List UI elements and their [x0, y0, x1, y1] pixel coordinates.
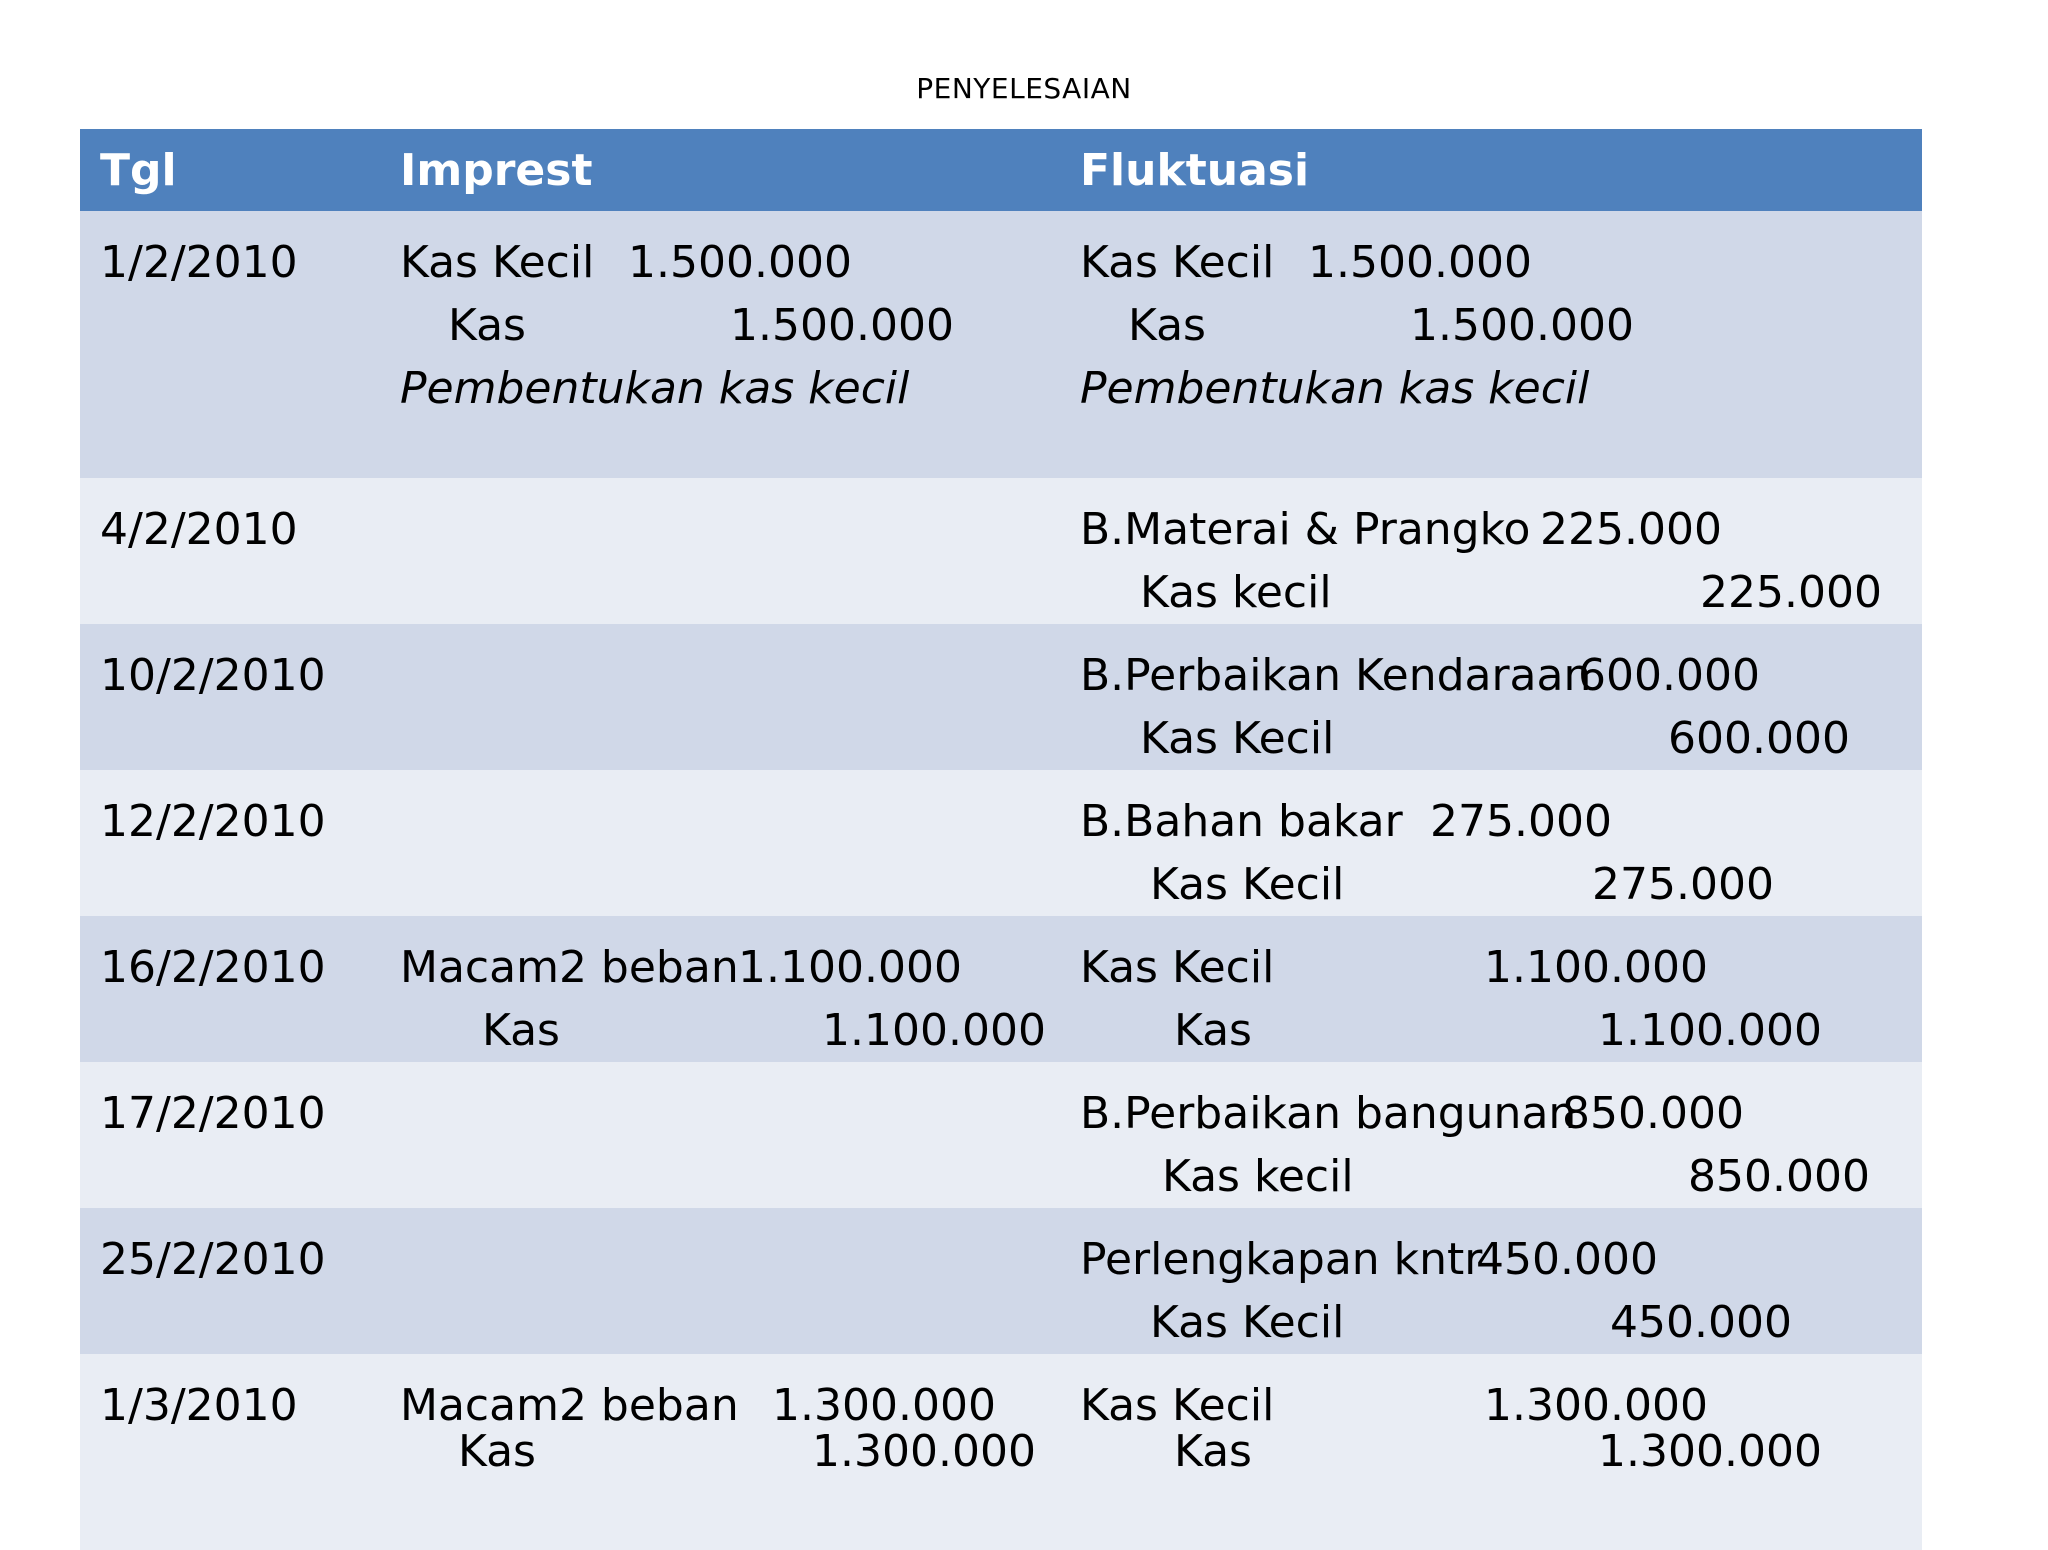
- imprest-entry: [380, 478, 1060, 624]
- credit-amount: 1.500.000: [730, 300, 954, 351]
- journal-table: [80, 129, 1922, 1550]
- debit-line: [400, 936, 1060, 999]
- fluktuasi-entry: [1060, 1062, 1922, 1208]
- date-cell: 16/2/2010: [80, 916, 380, 1062]
- credit-line: [1080, 999, 1922, 1062]
- credit-amount: 600.000: [1668, 713, 1850, 764]
- credit-account: Kas kecil: [1162, 1151, 1354, 1202]
- memo-text: Pembentukan kas kecil: [400, 363, 910, 414]
- column-header-date: Tgl: [80, 129, 380, 211]
- fluktuasi-entry: [1060, 1354, 1922, 1550]
- credit-line: [1080, 1420, 1922, 1483]
- credit-account: Kas: [448, 300, 526, 351]
- credit-account: Kas: [1174, 1005, 1252, 1056]
- credit-account: Kas Kecil: [1150, 859, 1345, 910]
- debit-line: [400, 231, 1060, 294]
- credit-amount: 1.100.000: [1598, 1005, 1822, 1056]
- debit-line: [1080, 1228, 1922, 1291]
- credit-line: [1080, 1291, 1922, 1354]
- credit-account: Kas Kecil: [1140, 713, 1335, 764]
- debit-amount: 850.000: [1562, 1088, 1744, 1139]
- date-cell: 1/3/2010: [80, 1354, 380, 1550]
- imprest-entry: [380, 1208, 1060, 1354]
- credit-amount: 1.500.000: [1410, 300, 1634, 351]
- imprest-entry: [380, 770, 1060, 916]
- date-cell: 10/2/2010: [80, 624, 380, 770]
- fluktuasi-entry: [1060, 478, 1922, 624]
- memo-line: [400, 357, 1060, 420]
- fluktuasi-entry: [1060, 1208, 1922, 1354]
- memo-text: Pembentukan kas kecil: [1080, 363, 1590, 414]
- table-row: [80, 1208, 1922, 1354]
- table-row: [80, 478, 1922, 624]
- memo-line: [1080, 357, 1922, 420]
- debit-account: Kas Kecil: [1080, 1380, 1275, 1431]
- debit-line: [1080, 231, 1922, 294]
- credit-account: Kas: [1174, 1426, 1252, 1477]
- credit-amount: 1.300.000: [1598, 1426, 1822, 1477]
- debit-amount: 600.000: [1578, 650, 1760, 701]
- debit-amount: 1.300.000: [1484, 1380, 1708, 1431]
- imprest-entry: [380, 916, 1060, 1062]
- date-cell: 12/2/2010: [80, 770, 380, 916]
- credit-account: Kas kecil: [1140, 567, 1332, 618]
- imprest-entry: [380, 624, 1060, 770]
- date-cell: 1/2/2010: [80, 211, 380, 478]
- debit-line: [400, 1374, 1060, 1431]
- debit-amount: 1.100.000: [1484, 942, 1708, 993]
- credit-amount: 1.100.000: [822, 1005, 1046, 1056]
- debit-account: Macam2 beban: [400, 942, 739, 993]
- fluktuasi-entry: [1060, 916, 1922, 1062]
- debit-account: B.Materai & Prangko: [1080, 504, 1531, 555]
- table-row: [80, 916, 1922, 1062]
- credit-line: [1080, 707, 1922, 770]
- debit-account: B.Perbaikan Kendaraan: [1080, 650, 1592, 701]
- page-title: PENYELESAIAN: [916, 72, 1132, 105]
- date-cell: 17/2/2010: [80, 1062, 380, 1208]
- debit-amount: 275.000: [1430, 796, 1612, 847]
- debit-amount: 1.300.000: [772, 1380, 996, 1431]
- debit-amount: 225.000: [1540, 504, 1722, 555]
- imprest-entry: [380, 1354, 1060, 1550]
- debit-amount: 450.000: [1476, 1234, 1658, 1285]
- debit-account: B.Bahan bakar: [1080, 796, 1403, 847]
- column-header-imprest: Imprest: [380, 129, 1060, 211]
- table-row: [80, 211, 1922, 478]
- table-row: [80, 1354, 1922, 1550]
- fluktuasi-entry: [1060, 770, 1922, 916]
- credit-line: [1080, 853, 1922, 916]
- debit-account: Kas Kecil: [400, 237, 595, 288]
- debit-amount: 1.500.000: [1308, 237, 1532, 288]
- column-header-fluktuasi: Fluktuasi: [1060, 129, 1922, 211]
- debit-account: Kas Kecil: [1080, 942, 1275, 993]
- table-row: [80, 624, 1922, 770]
- debit-line: [1080, 1082, 1922, 1145]
- debit-line: [1080, 644, 1922, 707]
- fluktuasi-entry: [1060, 624, 1922, 770]
- debit-line: [1080, 936, 1922, 999]
- credit-line: [400, 294, 1060, 357]
- credit-amount: 225.000: [1700, 567, 1882, 618]
- date-cell: 4/2/2010: [80, 478, 380, 624]
- debit-account: B.Perbaikan bangunan: [1080, 1088, 1577, 1139]
- credit-line: [1080, 1145, 1922, 1208]
- credit-line: [400, 999, 1060, 1062]
- credit-line: [1080, 561, 1922, 624]
- date-cell: 25/2/2010: [80, 1208, 380, 1354]
- imprest-entry: [380, 211, 1060, 478]
- credit-line: [1080, 294, 1922, 357]
- credit-amount: 850.000: [1688, 1151, 1870, 1202]
- credit-account: Kas: [1128, 300, 1206, 351]
- credit-amount: 450.000: [1610, 1297, 1792, 1348]
- credit-line: [400, 1420, 1060, 1483]
- credit-amount: 275.000: [1592, 859, 1774, 910]
- credit-account: Kas: [458, 1426, 536, 1477]
- credit-account: Kas: [482, 1005, 560, 1056]
- debit-account: Macam2 beban: [400, 1380, 739, 1431]
- credit-account: Kas Kecil: [1150, 1297, 1345, 1348]
- table-row: [80, 770, 1922, 916]
- table-header-row: [80, 129, 1922, 211]
- debit-line: [1080, 790, 1922, 853]
- debit-amount: 1.500.000: [628, 237, 852, 288]
- fluktuasi-entry: [1060, 211, 1922, 478]
- debit-amount: 1.100.000: [738, 942, 962, 993]
- table-row: [80, 1062, 1922, 1208]
- debit-account: Kas Kecil: [1080, 237, 1275, 288]
- debit-line: [1080, 498, 1922, 561]
- imprest-entry: [380, 1062, 1060, 1208]
- debit-line: [1080, 1374, 1922, 1431]
- credit-amount: 1.300.000: [812, 1426, 1036, 1477]
- debit-account: Perlengkapan kntr: [1080, 1234, 1483, 1285]
